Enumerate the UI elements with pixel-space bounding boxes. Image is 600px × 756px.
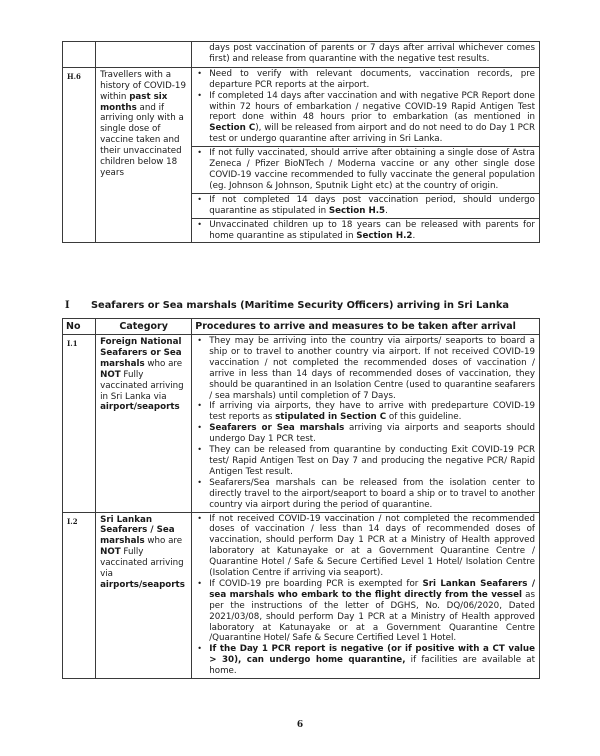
bullet-item bbox=[209, 148, 535, 192]
bold-text: Seafarers or Sea marshals bbox=[209, 423, 345, 434]
bullet-item bbox=[209, 220, 535, 242]
category-cell bbox=[96, 335, 192, 513]
bullet-item bbox=[209, 579, 535, 644]
text: They may be arriving into the country via airports/ seaports to board a ship or to travel to another country via airport. If not received COVID-19 vaccination / not completed the recommended doses of vaccination / arrive in less than 14 days of recommended doses of vaccination, they should be quarantined in an Isolation Centre (used to quarantine seafarers / sea marshals) until completion of 7 Days. bbox=[209, 336, 535, 401]
text: arriving via airports and seaports should undergo Day 1 PCR test. bbox=[209, 423, 535, 445]
bullet-item bbox=[209, 423, 535, 445]
section-heading bbox=[65, 300, 509, 311]
bold-text: airports/seaports bbox=[100, 579, 185, 590]
procedure-cell bbox=[192, 147, 540, 194]
category-cell bbox=[96, 512, 192, 679]
bold-text: past six months bbox=[100, 91, 168, 113]
bold-text: Sri Lankan Seafarers / Sea marshals bbox=[100, 514, 175, 547]
bold-text: Section H.5 bbox=[328, 205, 386, 216]
text: who are bbox=[144, 536, 183, 547]
text: . bbox=[385, 205, 388, 216]
text: as per the instructions of the letter of DGHS, No. DQ/06/2020, Dated 2021/03/08, should perform Day 1 PCR at a Ministry of Health approved laboratory at Katunayake or at a Government Quarantine Centre /Quarantine Hotel/ Safe & Secure Certified Level 1 Hotel. bbox=[209, 589, 535, 644]
text: If not fully vaccinated, should arrive after obtaining a single dose of Astra Zeneca / Pfizer BioNTech / Moderna vaccine or any other single dose COVID-19 vaccine recommended to fully vaccinate the general population (eg. Johnson & Johnson, Sputnik Light etc) at the country of origin. bbox=[209, 148, 535, 191]
text: If not received COVID-19 vaccination / not completed the recommended doses of vaccination / less than 14 days of recommended doses of vaccination, should perform Day 1 PCR at a Ministry of Health approved laboratory at Katunayake or at a Government Quarantine Centre / Quarantine Hotel / Safe & Secure Certified Level 1 Hotel/ Isolation Centre (Isolation Centre if arriving via seaport). bbox=[209, 513, 535, 579]
bullet-item bbox=[209, 478, 535, 511]
category-cell bbox=[96, 67, 192, 243]
procedure-cell bbox=[192, 67, 540, 146]
section-letter: I bbox=[65, 300, 70, 311]
procedure-cell bbox=[192, 335, 540, 513]
bullet-item bbox=[209, 514, 535, 579]
text: Fully vaccinated arriving in Sri Lanka via bbox=[100, 369, 184, 402]
bullet-list bbox=[196, 336, 535, 511]
bullet-list bbox=[196, 195, 535, 217]
section-h-table bbox=[62, 41, 540, 243]
bullet-item bbox=[209, 336, 535, 401]
table-header-row bbox=[63, 319, 540, 335]
row-number: I.1 bbox=[63, 335, 96, 513]
bullet-list bbox=[196, 69, 535, 145]
bullet-list bbox=[196, 148, 535, 192]
text: if facilities are available at home. bbox=[209, 655, 535, 677]
bold-text: Sri Lankan Seafarers / sea marshals who embark to the flight directly from the vessel bbox=[209, 578, 535, 600]
text: Seafarers/Sea marshals can be released from the isolation center to directly travel to the airport/seaport to board a ship or to travel to another country via airport during the period of quarantine. bbox=[209, 477, 535, 510]
table-row-i1 bbox=[63, 335, 540, 513]
text: ), will be released from airport and do not need to do Day 1 PCR test or undergo quarantine after arriving in Sri Lanka. bbox=[209, 123, 536, 145]
page-number: 6 bbox=[296, 720, 304, 730]
text: Unvaccinated children up to 18 years can be released with parents for home quarantine as stipulated in bbox=[209, 219, 535, 241]
continuation-text: days post vaccination of parents or 7 days after arrival whichever comes first) and release from quarantine with the negative test results. bbox=[192, 42, 540, 68]
bold-text: NOT bbox=[100, 547, 121, 558]
bold-text: NOT bbox=[100, 369, 121, 380]
row-number: I.2 bbox=[63, 512, 96, 679]
bullet-list bbox=[196, 514, 535, 678]
bold-text: stipulated in Section C bbox=[275, 412, 387, 423]
bold-text: Section H.2 bbox=[356, 230, 413, 241]
section-i-table bbox=[62, 318, 540, 679]
text: They can be released from quarantine by conducting Exit COVID-19 PCR test/ Rapid Antigen Test on Day 7 and producing the negative PCR/ Rapid Antigen Test result. bbox=[209, 445, 535, 477]
text: Fully vaccinated arriving via bbox=[100, 547, 184, 580]
row-number: H.6 bbox=[63, 67, 96, 243]
bullet-item bbox=[209, 195, 535, 217]
text: If completed 14 days after vaccination and with negative PCR Report done within 72 hours of embarkation / negative COVID-19 Rapid Antigen Test report done within 48 hours prior to embarkation (as mentioned in bbox=[209, 90, 535, 123]
text: who are bbox=[144, 358, 183, 369]
header-procedures: Procedures to arrive and measures to be taken after arrival bbox=[192, 319, 540, 335]
header-no: No bbox=[63, 319, 96, 335]
procedure-cell bbox=[192, 193, 540, 218]
bullet-item bbox=[209, 401, 535, 423]
bold-text: If the Day 1 PCR report is negative (or if positive with a CT value > 30), can undergo home quarantine, bbox=[209, 644, 535, 666]
text: If arriving via airports, they have to arrive with predeparture COVID-19 test reports as bbox=[209, 401, 535, 423]
text: Travellers with a history of COVID-19 within bbox=[100, 69, 186, 102]
text: of this guideline. bbox=[386, 412, 462, 423]
text: Need to verify with relevant documents, vaccination records, pre departure PCR reports at the airport. bbox=[209, 68, 535, 90]
bold-text: Section C bbox=[209, 123, 256, 134]
text: If COVID-19 pre boarding PCR is exempted for bbox=[209, 578, 423, 589]
bullet-item bbox=[209, 445, 535, 478]
table-row-h6 bbox=[63, 67, 540, 146]
table-row-i2 bbox=[63, 512, 540, 679]
bullet-list bbox=[196, 220, 535, 242]
bullet-item bbox=[209, 644, 535, 677]
text: If not completed 14 days post vaccination period, should undergo quarantine as stipulated in bbox=[209, 194, 535, 216]
header-category: Category bbox=[96, 319, 192, 335]
table-row-continuation bbox=[63, 42, 540, 68]
bold-text: airport/seaports bbox=[100, 402, 180, 413]
section-title: Seafarers or Sea marshals (Maritime Security Officers) arriving in Sri Lanka bbox=[91, 300, 509, 311]
text: and if arriving only with a single dose of vaccine taken and their unvaccinated children below 18 years bbox=[100, 102, 184, 178]
bullet-item bbox=[209, 69, 535, 91]
procedure-cell bbox=[192, 218, 540, 243]
procedure-cell bbox=[192, 512, 540, 679]
bullet-item bbox=[209, 91, 535, 146]
bold-text: Foreign National Seafarers or Sea marshals bbox=[100, 337, 182, 369]
text: . bbox=[412, 230, 416, 241]
